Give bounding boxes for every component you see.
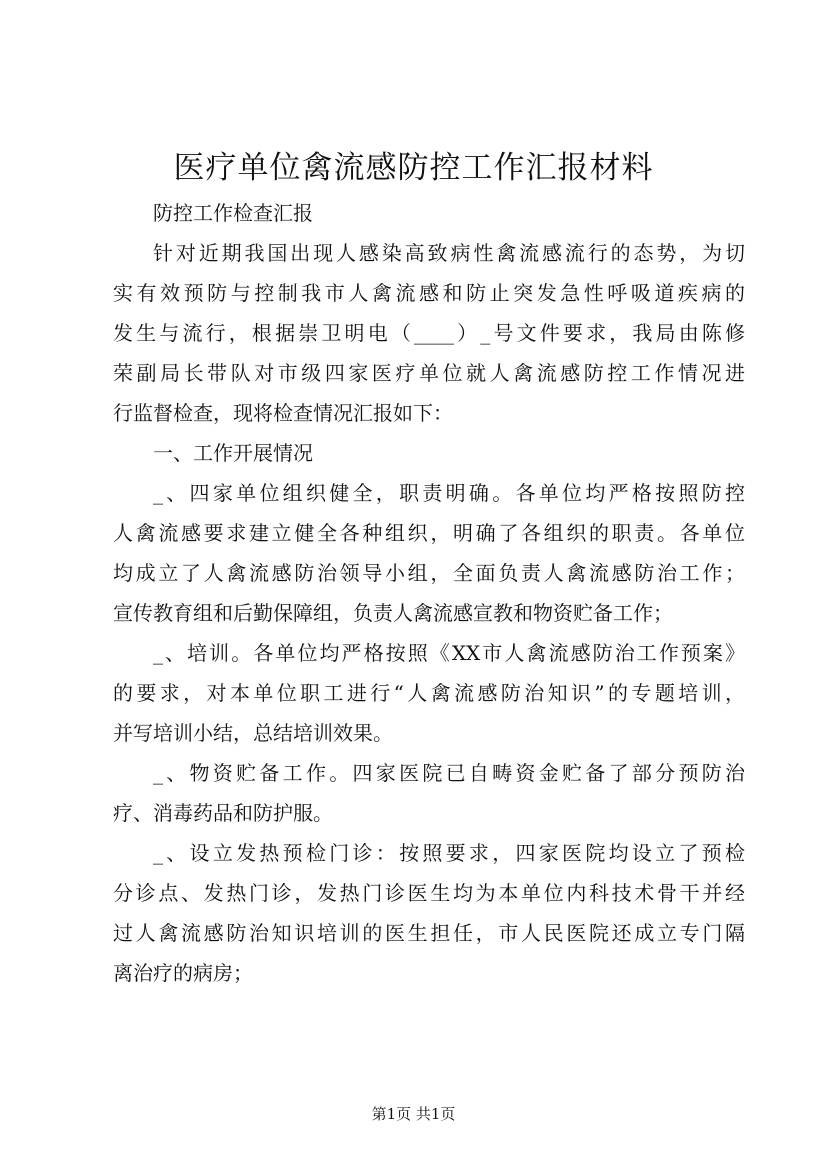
paragraph-line: 人禽流感要求建立健全各种组织，明确了各组织的职责。各单位 — [113, 521, 745, 545]
paragraph-line: 发生与流行，根据崇卫明电（____）_号文件要求，我局由陈修 — [113, 321, 745, 345]
document-title: 医疗单位禽流感防控工作汇报材料 — [173, 150, 654, 186]
paragraph-line: 宣传教育组和后勤保障组，负责人禽流感宣教和物资贮备工作； — [113, 601, 673, 625]
paragraph-line: 离治疗的病房； — [113, 961, 253, 985]
paragraph-line: 并写培训小结，总结培训效果。 — [113, 721, 393, 745]
paragraph-line: _、物资贮备工作。四家医院已自畴资金贮备了部分预防治 — [153, 761, 745, 785]
paragraph-line: 防控工作检查汇报 — [153, 201, 313, 225]
paragraph-line: 实有效预防与控制我市人禽流感和防止突发急性呼吸道疾病的 — [113, 281, 745, 305]
paragraph — [113, 633, 745, 753]
paragraph — [113, 193, 745, 233]
paragraph-line: 的要求，对本单位职工进行“人禽流感防治知识”的专题培训， — [113, 681, 745, 705]
paragraph — [113, 233, 745, 433]
paragraph-line: 一、工作开展情况 — [153, 441, 313, 465]
paragraph-line: 疗、消毒药品和防护服。 — [113, 801, 333, 825]
paragraph-line: 针对近期我国出现人感染高致病性禽流感流行的态势，为切 — [153, 241, 745, 265]
paragraph-line: 均成立了人禽流感防治领导小组，全面负责人禽流感防治工作； — [113, 561, 745, 585]
paragraph — [113, 753, 745, 833]
paragraph-line: 过人禽流感防治知识培训的医生担任，市人民医院还成立专门隔 — [113, 921, 745, 945]
paragraph-line: 荣副局长带队对市级四家医疗单位就人禽流感防控工作情况进 — [113, 361, 745, 385]
paragraph — [113, 833, 745, 993]
paragraph — [113, 433, 745, 473]
paragraph-line: 分诊点、发热门诊，发热门诊医生均为本单位内科技术骨干并经 — [113, 881, 745, 905]
document-body — [113, 193, 745, 993]
paragraph-line: _、设立发热预检门诊：按照要求，四家医院均设立了预检 — [153, 841, 745, 865]
paragraph-line: _、培训。各单位均严格按照《XX市人禽流感防治工作预案》 — [153, 641, 745, 665]
page-footer: 第1页 共1页 — [371, 1105, 456, 1123]
paragraph-line: 行监督检查，现将检查情况汇报如下： — [113, 401, 453, 425]
paragraph-line: _、四家单位组织健全，职责明确。各单位均严格按照防控 — [153, 481, 745, 505]
paragraph — [113, 473, 745, 633]
